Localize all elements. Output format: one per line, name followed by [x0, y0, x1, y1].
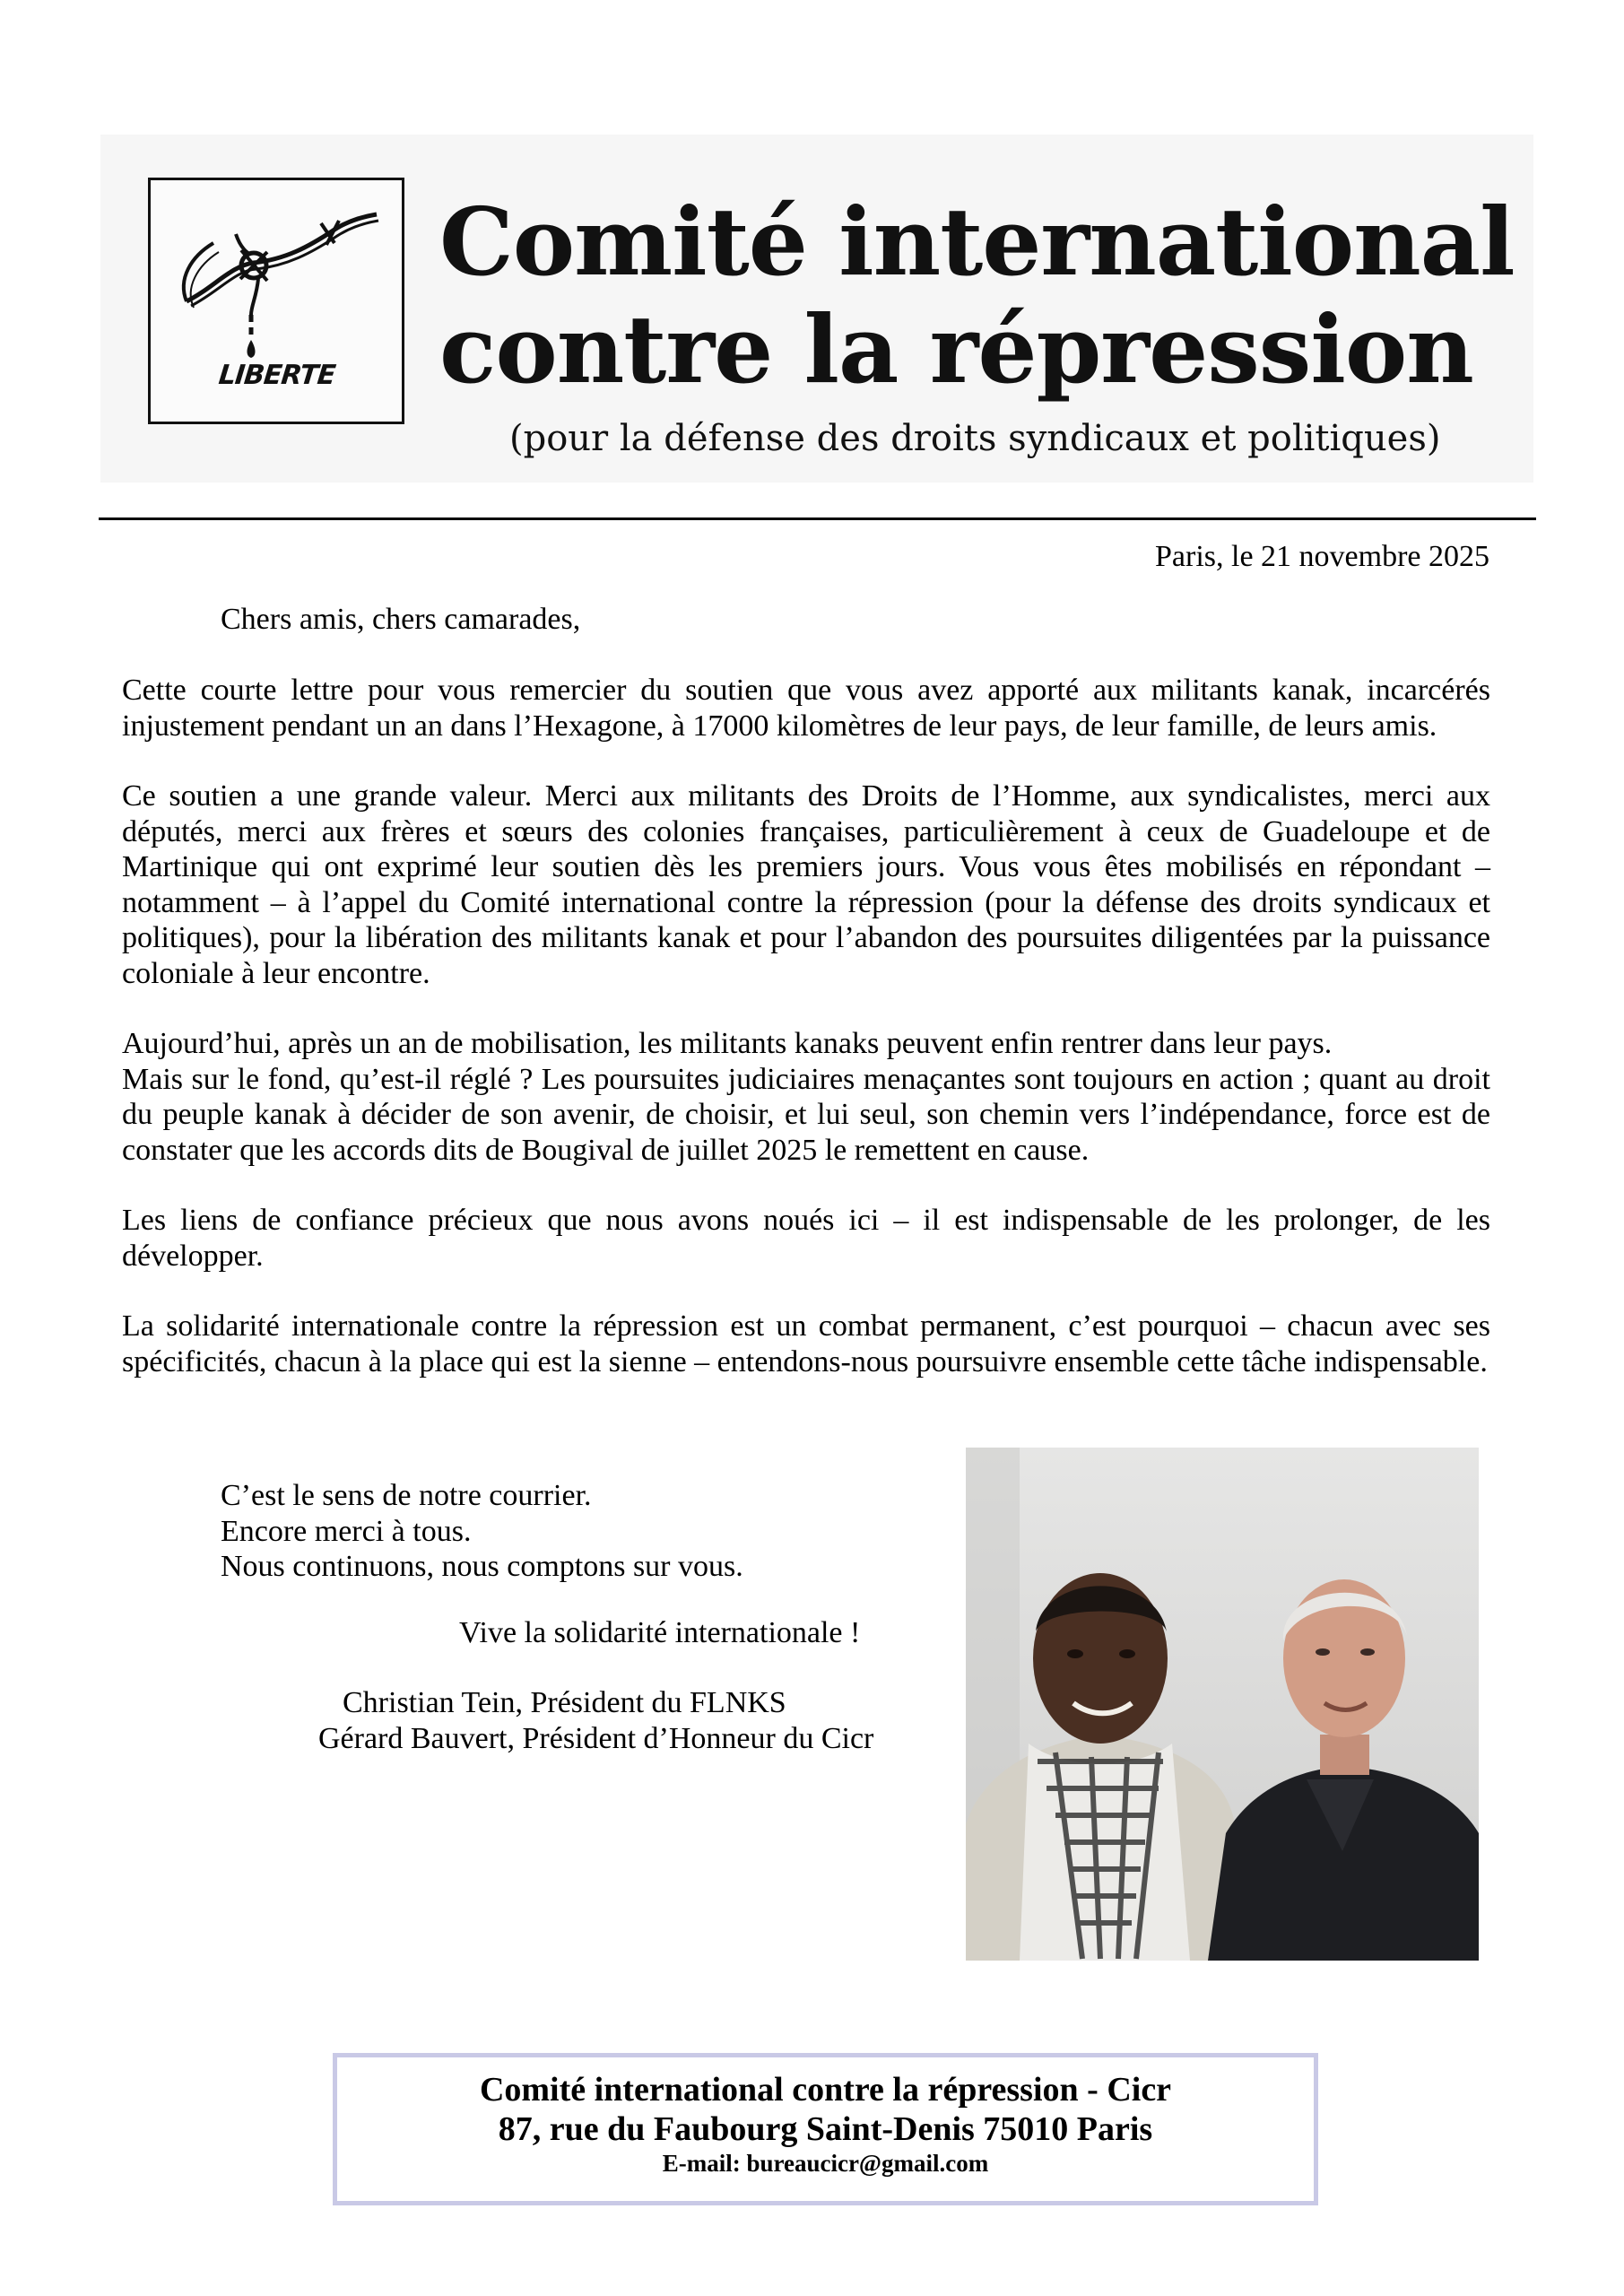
closing-line-2: Encore merci à tous. [221, 1514, 472, 1548]
organization-title [439, 188, 1542, 404]
paragraph-4: Les liens de confiance précieux que nous avons noués ici – il est indispensable de les prolonger, de les développer. [122, 1204, 1490, 1273]
logo-text: LIBERTE [217, 360, 337, 391]
title-line-1: Comité international [439, 187, 1515, 297]
closing-line-1: C’est le sens de notre courrier. [221, 1479, 592, 1512]
header-divider [99, 517, 1536, 520]
organization-subtitle: (pour la défense des droits syndicaux et politiques) [509, 418, 1441, 459]
letter-date: Paris, le 21 novembre 2025 [1155, 540, 1489, 573]
photo-two-men [966, 1448, 1479, 1961]
footer-organization: Comité international contre la répression - Cicr [479, 2071, 1172, 2109]
title-line-2: contre la répression [439, 294, 1473, 404]
signature-2: Gérard Bauvert, Président d’Honneur du Cicr [318, 1722, 874, 1755]
paragraph-3: Aujourd’hui, après un an de mobilisation, les militants kanaks peuvent enfin rentrer dans leur pays. Mais sur le fond, qu’est-il réglé ? Les poursuites judiciaires menaçantes sont toujours en action ; quant au droit du peuple kanak à décider de son avenir, de choisir, et lui seul, son chemin vers l’indépendance, force est de constater que les accords dits de Bougival de juillet 2025 le remettent en cause. [122, 1027, 1490, 1167]
letter-greeting: Chers amis, chers camarades, [221, 603, 581, 636]
letter-body [122, 673, 1490, 1414]
paragraph-2: Ce soutien a une grande valeur. Merci aux militants des Droits de l’Homme, aux syndicalistes, merci aux députés, merci aux frères et sœurs des colonies françaises, particulièrement à ceux de Guadeloupe et de Martinique qui ont exprimé leur soutien dès les premiers jours. Vous vous êtes mobilisés en répondant – notamment – à l’appel du Comité international contre la répression (pour la défense des droits syndicaux et politiques), pour la libération des militants kanak et pour l’abandon des poursuites diligentées par la puissance coloniale à leur encontre. [122, 779, 1490, 990]
footer-email: E-mail: bureaucicr@gmail.com [662, 2150, 989, 2177]
portrait-illustration [966, 1448, 1479, 1961]
address-box [333, 2053, 1318, 2205]
liberte-logo [148, 178, 404, 424]
paragraph-5: La solidarité internationale contre la répression est un combat permanent, c’est pourquoi – chacun avec ses spécificités, chacun à la place qui est la sienne – entendons-nous poursuivre ensemble cette tâche indispensable. [122, 1309, 1490, 1378]
slogan: Vive la solidarité internationale ! [459, 1616, 861, 1649]
letter-closing [221, 1478, 743, 1585]
closing-line-3: Nous continuons, nous comptons sur vous. [221, 1550, 743, 1583]
signature-1: Christian Tein, Président du FLNKS [343, 1686, 786, 1719]
footer-address: 87, rue du Faubourg Saint-Denis 75010 Paris [498, 2110, 1153, 2148]
paragraph-1: Cette courte lettre pour vous remercier du soutien que vous avez apporté aux militants kanak, incarcérés injustement pendant un an dans l’Hexagone, à 17000 kilomètres de leur pays, de leur famille, de leurs amis. [122, 674, 1490, 743]
